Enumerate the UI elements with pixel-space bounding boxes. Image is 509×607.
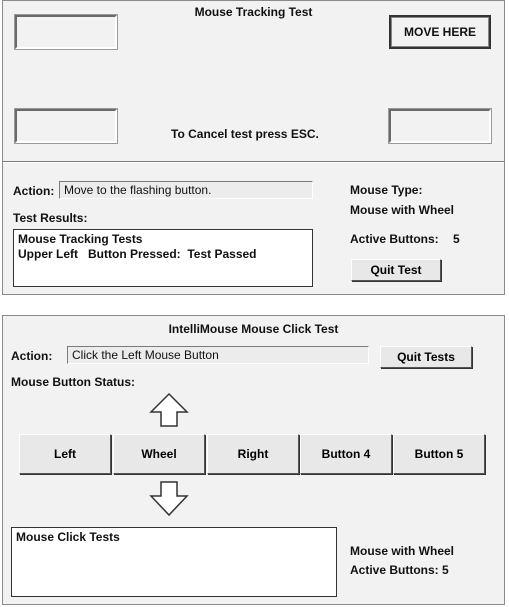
cancel-instruction: To Cancel test press ESC. bbox=[171, 127, 319, 141]
tracking-title: Mouse Tracking Test bbox=[194, 5, 313, 19]
scroll-up-arrow-icon bbox=[149, 392, 189, 428]
click-action-field: Click the Left Mouse Button bbox=[67, 346, 369, 364]
click-results-list bbox=[11, 527, 337, 597]
click-title: IntelliMouse Mouse Click Test bbox=[168, 322, 339, 336]
click-mouse-type-value: Mouse with Wheel bbox=[350, 544, 455, 558]
list-item: Mouse Click Tests bbox=[16, 530, 120, 544]
target-lower-right[interactable] bbox=[389, 109, 491, 143]
mouse-type-value: Mouse with Wheel bbox=[350, 203, 455, 217]
button-4[interactable]: Button 4 bbox=[300, 434, 392, 474]
test-results-label: Test Results: bbox=[13, 211, 88, 225]
target-upper-right[interactable] bbox=[389, 15, 491, 49]
button-5[interactable]: Button 5 bbox=[393, 434, 485, 474]
quit-tests-button[interactable]: Quit Tests bbox=[380, 346, 472, 368]
active-buttons-label: Active Buttons: bbox=[350, 232, 439, 246]
scroll-down-arrow-icon bbox=[149, 480, 189, 518]
mouse-button-status-label: Mouse Button Status: bbox=[11, 375, 135, 389]
divider bbox=[3, 161, 504, 163]
target-upper-left[interactable] bbox=[15, 15, 117, 49]
list-item: Upper Left Button Pressed: Test Passed bbox=[18, 247, 257, 261]
list-item: Mouse Tracking Tests bbox=[18, 232, 143, 246]
move-here-label: MOVE HERE bbox=[403, 25, 476, 39]
wheel-button[interactable]: Wheel bbox=[113, 434, 205, 474]
action-field: Move to the flashing button. bbox=[59, 181, 313, 199]
left-button[interactable]: Left bbox=[19, 434, 111, 474]
quit-test-button[interactable]: Quit Test bbox=[351, 259, 441, 281]
action-label: Action: bbox=[13, 184, 55, 198]
click-active-buttons: Active Buttons: 5 bbox=[350, 563, 449, 577]
mouse-tracking-panel bbox=[2, 0, 505, 295]
mouse-click-panel bbox=[2, 315, 505, 605]
target-lower-left[interactable] bbox=[15, 109, 117, 143]
click-action-label: Action: bbox=[11, 349, 53, 363]
active-buttons-value: 5 bbox=[453, 232, 460, 246]
mouse-type-label: Mouse Type: bbox=[350, 183, 423, 197]
test-results-list bbox=[13, 229, 313, 287]
right-button[interactable]: Right bbox=[207, 434, 299, 474]
